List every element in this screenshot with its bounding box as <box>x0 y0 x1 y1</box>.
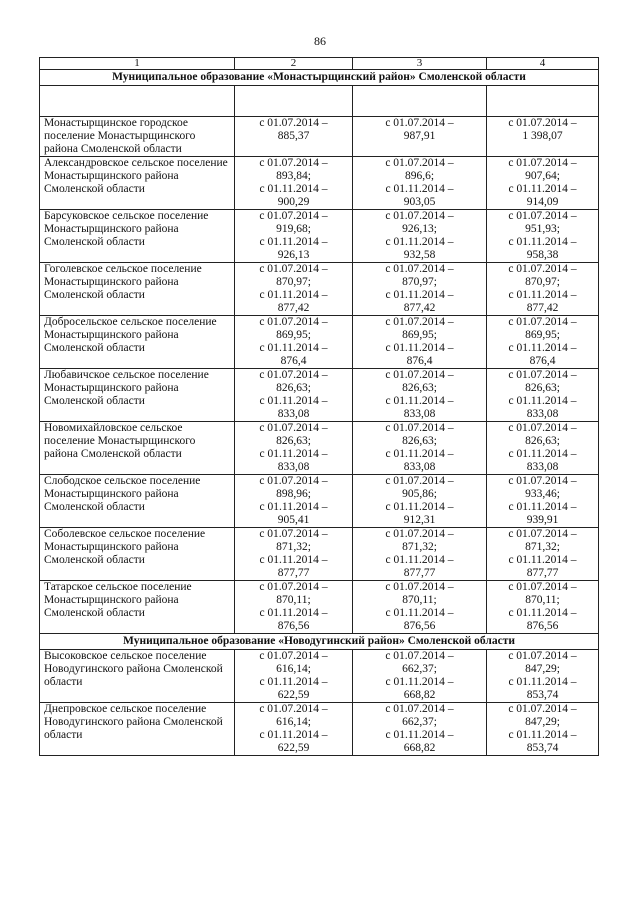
table-body <box>40 70 599 756</box>
tariff-line: 668,82 <box>403 689 436 701</box>
tariff-line: с 01.07.2014 – <box>508 422 577 434</box>
tariff-table <box>39 57 599 756</box>
column-header: 2 <box>235 58 353 70</box>
tariff-cell <box>487 703 599 756</box>
tariff-line: 876,56 <box>277 620 310 632</box>
tariff-cell <box>487 369 599 422</box>
settlement-name: Новомихайловское сельское поселение Монастырщинского района Смоленской области <box>40 422 235 475</box>
tariff-cell <box>235 528 353 581</box>
tariff-cell <box>487 528 599 581</box>
tariff-line: 932,58 <box>403 249 436 261</box>
tariff-line: с 01.07.2014 – <box>385 263 454 275</box>
tariff-cell <box>235 210 353 263</box>
tariff-line: с 01.07.2014 – <box>259 475 328 487</box>
tariff-line: 826,63; <box>402 435 437 447</box>
tariff-line: 869,95; <box>276 329 311 341</box>
tariff-line: 958,38 <box>526 249 559 261</box>
tariff-line: 833,08 <box>403 408 436 420</box>
tariff-line: с 01.07.2014 – <box>385 475 454 487</box>
tariff-line: с 01.11.2014 – <box>508 676 577 688</box>
tariff-line: с 01.07.2014 – <box>259 316 328 328</box>
tariff-line: с 01.11.2014 – <box>508 501 577 513</box>
tariff-line: с 01.07.2014 – <box>259 422 328 434</box>
tariff-line: с 01.07.2014 – <box>385 210 454 222</box>
tariff-line: 877,77 <box>277 567 310 579</box>
tariff-line: с 01.11.2014 – <box>385 501 454 513</box>
tariff-line: с 01.11.2014 – <box>508 554 577 566</box>
tariff-line: 870,11; <box>402 594 437 606</box>
tariff-line: 926,13 <box>277 249 310 261</box>
settlement-name: Гоголевское сельское поселение Монастырщинского района Смоленской области <box>40 263 235 316</box>
tariff-line: 914,09 <box>526 196 559 208</box>
settlement-name: Барсуковское сельское поселение Монастырщинского района Смоленской области <box>40 210 235 263</box>
tariff-line: 876,56 <box>403 620 436 632</box>
tariff-line: с 01.07.2014 – <box>508 528 577 540</box>
tariff-line: с 01.11.2014 – <box>385 342 454 354</box>
tariff-line: с 01.07.2014 – <box>385 703 454 715</box>
tariff-line: с 01.11.2014 – <box>385 183 454 195</box>
tariff-cell <box>235 650 353 703</box>
tariff-cell <box>235 581 353 634</box>
table-row <box>40 157 599 210</box>
tariff-cell <box>353 528 487 581</box>
blank-cell <box>235 86 353 117</box>
tariff-line: 833,08 <box>277 408 310 420</box>
tariff-line: 896,6; <box>404 170 435 182</box>
tariff-line: с 01.11.2014 – <box>385 607 454 619</box>
tariff-line: 907,64; <box>525 170 560 182</box>
tariff-line: 877,42 <box>403 302 436 314</box>
tariff-cell <box>235 369 353 422</box>
tariff-line: 662,37; <box>402 663 437 675</box>
settlement-name: Высоковское сельское поселение Новодугинского района Смоленской области <box>40 650 235 703</box>
tariff-line: 870,97; <box>276 276 311 288</box>
tariff-cell <box>235 316 353 369</box>
tariff-line: с 01.07.2014 – <box>259 650 328 662</box>
tariff-line: с 01.11.2014 – <box>259 676 328 688</box>
tariff-line: 877,77 <box>403 567 436 579</box>
tariff-line: 871,32; <box>276 541 311 553</box>
tariff-line: 939,91 <box>526 514 559 526</box>
tariff-line: с 01.11.2014 – <box>259 554 328 566</box>
tariff-line: с 01.11.2014 – <box>259 448 328 460</box>
tariff-cell <box>353 210 487 263</box>
tariff-line: с 01.07.2014 – <box>259 157 328 169</box>
tariff-cell <box>487 475 599 528</box>
tariff-line: с 01.07.2014 – <box>508 650 577 662</box>
tariff-line: с 01.11.2014 – <box>508 448 577 460</box>
tariff-line: с 01.11.2014 – <box>259 607 328 619</box>
tariff-line: с 01.07.2014 – <box>508 210 577 222</box>
tariff-line: 893,84; <box>276 170 311 182</box>
table-row <box>40 316 599 369</box>
tariff-line: с 01.11.2014 – <box>385 676 454 688</box>
tariff-cell <box>353 369 487 422</box>
tariff-line: 869,95; <box>402 329 437 341</box>
table-row <box>40 263 599 316</box>
tariff-line: с 01.11.2014 – <box>385 289 454 301</box>
tariff-line: с 01.07.2014 – <box>385 117 454 129</box>
tariff-line: 905,86; <box>402 488 437 500</box>
tariff-line: с 01.11.2014 – <box>385 395 454 407</box>
table-row <box>40 581 599 634</box>
table-row <box>40 528 599 581</box>
tariff-line: с 01.07.2014 – <box>385 528 454 540</box>
blank-cell <box>353 86 487 117</box>
tariff-line: 876,4 <box>280 355 307 367</box>
tariff-line: с 01.07.2014 – <box>385 422 454 434</box>
tariff-line: с 01.11.2014 – <box>508 729 577 741</box>
tariff-line: с 01.11.2014 – <box>385 236 454 248</box>
column-header: 3 <box>353 58 487 70</box>
tariff-line: 905,41 <box>277 514 310 526</box>
settlement-name: Александровское сельское поселение Монастырщинского района Смоленской области <box>40 157 235 210</box>
tariff-line: 877,42 <box>277 302 310 314</box>
tariff-line: 847,29; <box>525 663 560 675</box>
tariff-line: 870,97; <box>525 276 560 288</box>
tariff-line: с 01.11.2014 – <box>259 395 328 407</box>
tariff-line: с 01.07.2014 – <box>385 369 454 381</box>
tariff-line: 869,95; <box>525 329 560 341</box>
tariff-line: с 01.07.2014 – <box>508 369 577 381</box>
table-row <box>40 650 599 703</box>
settlement-name: Слободское сельское поселение Монастырщинского района Смоленской области <box>40 475 235 528</box>
tariff-line: 871,32; <box>525 541 560 553</box>
tariff-line: с 01.11.2014 – <box>508 236 577 248</box>
tariff-line: 622,59 <box>277 742 310 754</box>
tariff-line: с 01.07.2014 – <box>508 475 577 487</box>
tariff-line: 876,56 <box>526 620 559 632</box>
tariff-cell <box>353 581 487 634</box>
settlement-name: Соболевское сельское поселение Монастырщинского района Смоленской области <box>40 528 235 581</box>
tariff-line: 951,93; <box>525 223 560 235</box>
tariff-cell <box>353 263 487 316</box>
tariff-line: 903,05 <box>403 196 436 208</box>
tariff-line: с 01.11.2014 – <box>259 729 328 741</box>
table-row <box>40 369 599 422</box>
tariff-line: с 01.07.2014 – <box>508 581 577 593</box>
blank-cell <box>40 86 235 117</box>
tariff-cell <box>235 263 353 316</box>
column-header: 1 <box>40 58 235 70</box>
tariff-line: с 01.11.2014 – <box>259 236 328 248</box>
tariff-line: 926,13; <box>402 223 437 235</box>
settlement-name: Татарское сельское поселение Монастырщинского района Смоленской области <box>40 581 235 634</box>
tariff-cell <box>487 263 599 316</box>
tariff-line: с 01.07.2014 – <box>259 117 328 129</box>
tariff-line: с 01.07.2014 – <box>385 157 454 169</box>
tariff-line: с 01.07.2014 – <box>385 581 454 593</box>
tariff-line: с 01.07.2014 – <box>508 117 577 129</box>
tariff-line: 885,37 <box>277 130 310 142</box>
tariff-line: 668,82 <box>403 742 436 754</box>
table-row <box>40 475 599 528</box>
tariff-line: 853,74 <box>526 689 559 701</box>
tariff-line: с 01.11.2014 – <box>259 342 328 354</box>
tariff-line: с 01.07.2014 – <box>385 650 454 662</box>
tariff-line: 871,32; <box>402 541 437 553</box>
blank-row <box>40 86 599 117</box>
tariff-line: 833,08 <box>403 461 436 473</box>
tariff-line: с 01.11.2014 – <box>259 289 328 301</box>
tariff-line: 987,91 <box>403 130 436 142</box>
tariff-cell <box>487 422 599 475</box>
tariff-line: 833,08 <box>277 461 310 473</box>
tariff-line: с 01.07.2014 – <box>385 316 454 328</box>
section-title: Муниципальное образование «Новодугинский район» Смоленской области <box>40 634 599 650</box>
tariff-line: с 01.07.2014 – <box>508 263 577 275</box>
tariff-line: 826,63; <box>402 382 437 394</box>
tariff-line: 826,63; <box>525 382 560 394</box>
tariff-line: 662,37; <box>402 716 437 728</box>
tariff-cell <box>487 316 599 369</box>
tariff-cell <box>487 157 599 210</box>
tariff-line: 870,97; <box>402 276 437 288</box>
section-title: Муниципальное образование «Монастырщинский район» Смоленской области <box>40 70 599 86</box>
tariff-line: 622,59 <box>277 689 310 701</box>
tariff-cell <box>235 703 353 756</box>
header-row <box>40 58 599 70</box>
tariff-line: 933,46; <box>525 488 560 500</box>
tariff-cell <box>353 422 487 475</box>
tariff-line: 833,08 <box>526 461 559 473</box>
tariff-line: с 01.07.2014 – <box>508 157 577 169</box>
tariff-line: 919,68; <box>276 223 311 235</box>
page-number: 86 <box>314 34 326 48</box>
tariff-line: с 01.11.2014 – <box>385 554 454 566</box>
tariff-line: 853,74 <box>526 742 559 754</box>
tariff-line: 826,63; <box>276 382 311 394</box>
tariff-line: с 01.07.2014 – <box>259 581 328 593</box>
tariff-line: 833,08 <box>526 408 559 420</box>
tariff-cell <box>353 475 487 528</box>
tariff-line: с 01.07.2014 – <box>259 703 328 715</box>
table-row <box>40 210 599 263</box>
tariff-line: 912,31 <box>403 514 436 526</box>
tariff-cell <box>353 703 487 756</box>
table-row <box>40 703 599 756</box>
tariff-cell <box>353 650 487 703</box>
tariff-line: 898,96; <box>276 488 311 500</box>
tariff-cell <box>353 157 487 210</box>
tariff-line: с 01.11.2014 – <box>508 607 577 619</box>
tariff-cell <box>487 650 599 703</box>
tariff-cell <box>487 117 599 157</box>
tariff-line: с 01.07.2014 – <box>259 210 328 222</box>
tariff-line: с 01.07.2014 – <box>259 263 328 275</box>
tariff-line: с 01.11.2014 – <box>259 501 328 513</box>
settlement-name: Днепровское сельское поселение Новодугинского района Смоленской области <box>40 703 235 756</box>
tariff-line: 900,29 <box>277 196 310 208</box>
table-row <box>40 117 599 157</box>
tariff-line: с 01.07.2014 – <box>259 369 328 381</box>
column-header: 4 <box>487 58 599 70</box>
tariff-cell <box>487 581 599 634</box>
tariff-cell <box>353 316 487 369</box>
blank-cell <box>487 86 599 117</box>
tariff-line: с 01.11.2014 – <box>508 342 577 354</box>
tariff-line: 826,63; <box>276 435 311 447</box>
tariff-cell <box>235 157 353 210</box>
tariff-cell <box>353 117 487 157</box>
section-row <box>40 70 599 86</box>
tariff-cell <box>487 210 599 263</box>
tariff-line: с 01.11.2014 – <box>385 448 454 460</box>
tariff-line: 876,4 <box>529 355 556 367</box>
tariff-line: с 01.07.2014 – <box>508 316 577 328</box>
tariff-line: с 01.11.2014 – <box>385 729 454 741</box>
tariff-line: 870,11; <box>525 594 560 606</box>
tariff-line: с 01.11.2014 – <box>508 395 577 407</box>
settlement-name: Добросельское сельское поселение Монастырщинского района Смоленской области <box>40 316 235 369</box>
tariff-line: 870,11; <box>276 594 311 606</box>
tariff-line: 877,42 <box>526 302 559 314</box>
settlement-name: Монастырщинское городское поселение Монастырщинского района Смоленской области <box>40 117 235 157</box>
tariff-line: 826,63; <box>525 435 560 447</box>
tariff-line: с 01.11.2014 – <box>508 289 577 301</box>
section-row <box>40 634 599 650</box>
tariff-line: с 01.11.2014 – <box>259 183 328 195</box>
tariff-line: с 01.07.2014 – <box>508 703 577 715</box>
settlement-name: Любавичское сельское поселение Монастырщинского района Смоленской области <box>40 369 235 422</box>
tariff-line: 876,4 <box>406 355 433 367</box>
table-row <box>40 422 599 475</box>
tariff-cell <box>235 475 353 528</box>
tariff-line: 616,14; <box>276 716 311 728</box>
tariff-cell <box>235 422 353 475</box>
tariff-cell <box>235 117 353 157</box>
tariff-line: 616,14; <box>276 663 311 675</box>
tariff-line: 877,77 <box>526 567 559 579</box>
tariff-line: 1 398,07 <box>522 130 563 142</box>
tariff-line: 847,29; <box>525 716 560 728</box>
tariff-line: с 01.11.2014 – <box>508 183 577 195</box>
tariff-line: с 01.07.2014 – <box>259 528 328 540</box>
